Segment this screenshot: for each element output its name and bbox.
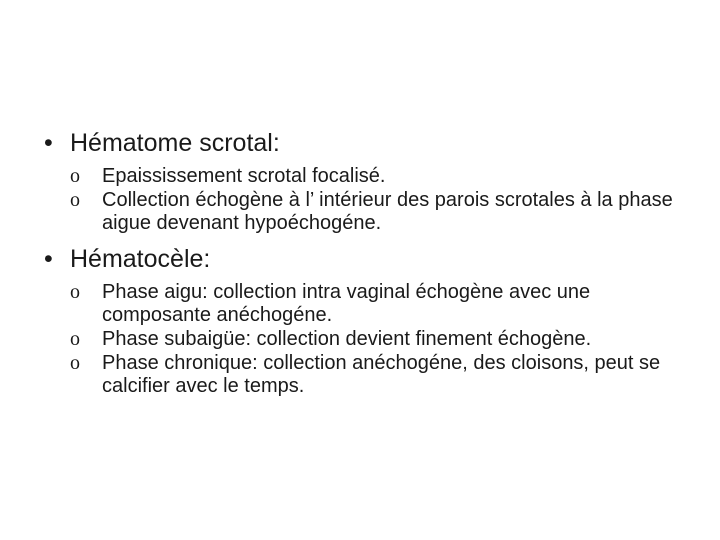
section-heading	[44, 242, 704, 276]
bullet-icon: •	[44, 129, 53, 157]
bullet-icon: •	[44, 245, 53, 273]
circle-bullet-icon: o	[70, 165, 80, 187]
list-item-text: Epaississement scrotal focalisé.	[102, 165, 386, 187]
slide-content	[44, 126, 704, 399]
list-item-text: Phase chronique: collection anéchogéne, des cloisons, peut se calcifier avec le temps.	[102, 352, 661, 397]
sub-bullet-list	[44, 165, 704, 235]
heading-text: Hématocèle:	[70, 245, 211, 273]
heading-text: Hématome scrotal:	[70, 129, 280, 157]
list-item	[44, 189, 704, 235]
list-item-text: Phase subaigüe: collection devient finement échogène.	[102, 328, 592, 350]
list-item	[44, 165, 704, 188]
section-heading	[44, 126, 704, 160]
circle-bullet-icon: o	[70, 352, 80, 374]
sub-bullet-list	[44, 281, 704, 398]
list-item	[44, 281, 704, 327]
list-item-text: Phase aigu: collection intra vaginal échogène avec une composante anéchogéne.	[102, 281, 591, 326]
list-item	[44, 328, 704, 351]
list-item	[44, 352, 704, 398]
list-item-text: Collection échogène à l’ intérieur des parois scrotales à la phase aigue devenant hypoéchogéne.	[102, 189, 673, 234]
circle-bullet-icon: o	[70, 328, 80, 350]
section-hematome	[44, 126, 704, 235]
section-hematocele	[44, 242, 704, 398]
circle-bullet-icon: o	[70, 189, 80, 211]
circle-bullet-icon: o	[70, 281, 80, 303]
